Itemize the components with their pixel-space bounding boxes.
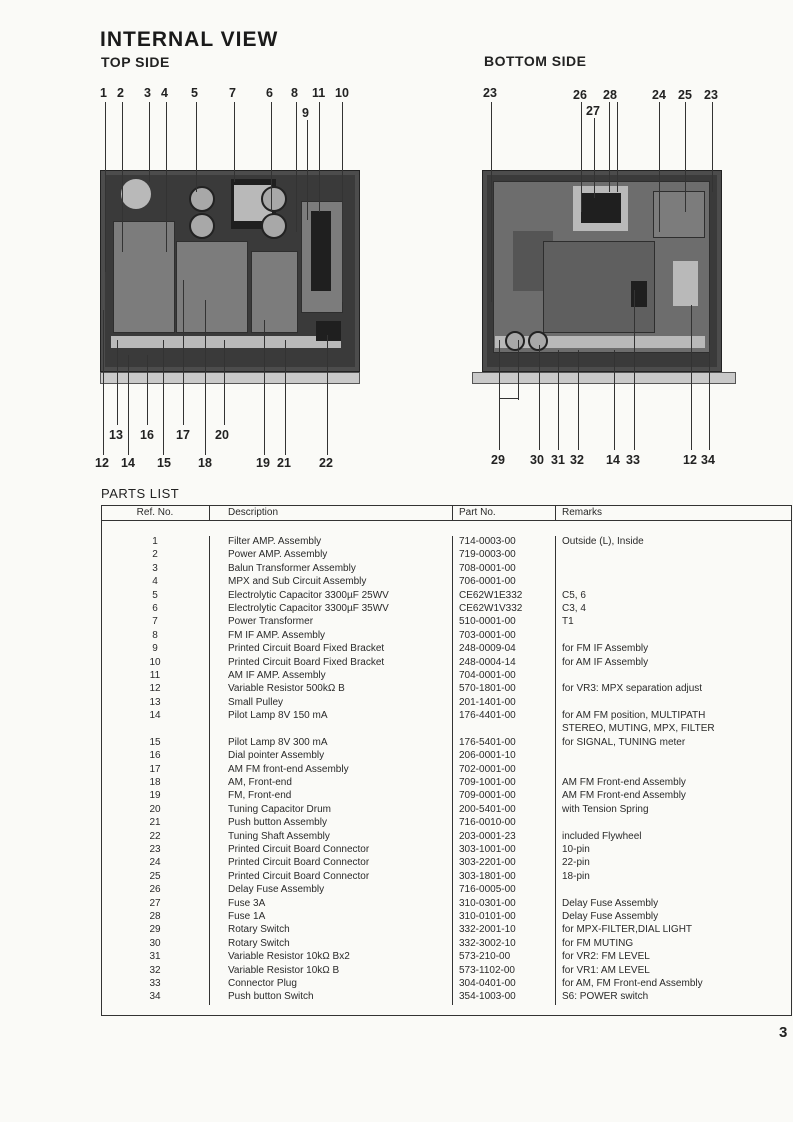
part-no-cell: 304-0401-00 (453, 978, 556, 991)
ref-no-cell: 20 (101, 804, 210, 817)
remarks-cell: 10-pin (562, 843, 590, 855)
description-cell: AM FM front-end Assembly (210, 764, 453, 777)
table-row (101, 898, 792, 911)
callout-label: 24 (652, 88, 666, 102)
remarks-cell (556, 764, 793, 777)
page-number: 3 (779, 1024, 788, 1041)
description-cell: Filter AMP. Assembly (210, 536, 453, 549)
ref-no-cell: 21 (101, 817, 210, 830)
table-row (101, 817, 792, 830)
remarks-cell: AM FM Front-end Assembly (562, 777, 686, 789)
table-row (101, 777, 792, 790)
remarks-cell (556, 750, 793, 763)
table-row (101, 737, 792, 750)
description-cell: AM, Front-end (210, 777, 453, 790)
table-row (101, 697, 792, 710)
remarks-cell: for AM FM position, MULTIPATH (562, 710, 706, 722)
callout-label: 27 (586, 104, 600, 118)
remarks-cell: for SIGNAL, TUNING meter (562, 736, 686, 748)
remarks-cell: for AM, FM Front-end Assembly (562, 977, 703, 989)
part-no-cell: 310-0101-00 (453, 911, 556, 924)
ref-no-cell: 23 (101, 844, 210, 857)
remarks-cell: for MPX-FILTER,DIAL LIGHT (562, 924, 693, 936)
part-no-cell: 303-1001-00 (453, 844, 556, 857)
table-row (101, 670, 792, 683)
top-side-title: TOP SIDE (101, 54, 170, 70)
table-row (101, 643, 792, 656)
callout-label: 7 (229, 86, 236, 100)
remarks-cell: AM FM Front-end Assembly (562, 790, 686, 802)
description-cell: Push button Assembly (210, 817, 453, 830)
remarks-cell: C5, 6 (562, 589, 586, 601)
description-cell: Electrolytic Capacitor 3300µF 25WV (210, 590, 453, 603)
remarks-cell: T1 (562, 616, 574, 628)
table-row (101, 536, 792, 549)
part-no-cell: 709-1001-00 (453, 777, 556, 790)
description-cell: Dial pointer Assembly (210, 750, 453, 763)
description-cell: AM IF AMP. Assembly (210, 670, 453, 683)
table-row (101, 710, 792, 723)
description-cell: FM IF AMP. Assembly (210, 630, 453, 643)
ref-no-cell: 32 (101, 965, 210, 978)
ref-no-cell: 8 (101, 630, 210, 643)
remarks-cell (556, 563, 793, 576)
ref-no-cell: 29 (101, 924, 210, 937)
page-title: INTERNAL VIEW (100, 28, 279, 51)
table-row (101, 750, 792, 763)
part-no-cell: 332-3002-10 (453, 938, 556, 951)
remarks-cell: C3, 4 (562, 602, 586, 614)
ref-no-cell: 12 (101, 683, 210, 696)
description-cell: Tuning Capacitor Drum (210, 804, 453, 817)
ref-no-cell: 31 (101, 951, 210, 964)
description-cell: Electrolytic Capacitor 3300µF 35WV (210, 603, 453, 616)
callout-label: 30 (530, 453, 544, 467)
table-row (101, 657, 792, 670)
remarks-cell (556, 697, 793, 710)
ref-no-cell: 28 (101, 911, 210, 924)
ref-no-cell: 25 (101, 871, 210, 884)
description-cell (210, 723, 453, 736)
table-row (101, 630, 792, 643)
part-no-cell: 206-0001-10 (453, 750, 556, 763)
description-cell: Printed Circuit Board Fixed Bracket (210, 657, 453, 670)
part-no-cell: 303-1801-00 (453, 871, 556, 884)
table-row (101, 764, 792, 777)
table-row (101, 616, 792, 629)
callout-label: 23 (704, 88, 718, 102)
remarks-cell (556, 576, 793, 589)
description-cell: FM, Front-end (210, 790, 453, 803)
callout-label: 13 (109, 428, 123, 442)
description-cell: Push button Switch (210, 991, 453, 1004)
part-no-cell: 176-4401-00 (453, 710, 556, 723)
bottom-side-front-panel (472, 372, 736, 384)
callout-label: 25 (678, 88, 692, 102)
callout-label: 6 (266, 86, 273, 100)
part-no-cell: 303-2201-00 (453, 857, 556, 870)
table-row (101, 549, 792, 562)
callout-label: 11 (312, 86, 326, 100)
table-row (101, 938, 792, 951)
callout-label: 10 (335, 86, 349, 100)
part-no-cell: 573-1102-00 (453, 965, 556, 978)
description-cell: Power AMP. Assembly (210, 549, 453, 562)
callout-label: 9 (302, 106, 309, 120)
part-no-cell: 570-1801-00 (453, 683, 556, 696)
callout-label: 33 (626, 453, 640, 467)
description-cell: Printed Circuit Board Connector (210, 871, 453, 884)
part-no-cell: 706-0001-00 (453, 576, 556, 589)
part-no-cell: CE62W1E332 (453, 590, 556, 603)
remarks-cell: for FM IF Assembly (562, 643, 649, 655)
remarks-cell (556, 630, 793, 643)
table-row (101, 603, 792, 616)
remarks-cell: 22-pin (562, 857, 590, 869)
ref-no-cell: 33 (101, 978, 210, 991)
description-cell: Pilot Lamp 8V 150 mA (210, 710, 453, 723)
remarks-cell: for VR1: AM LEVEL (562, 964, 650, 976)
ref-no-cell: 3 (101, 563, 210, 576)
ref-no-cell: 13 (101, 697, 210, 710)
description-cell: Small Pulley (210, 697, 453, 710)
callout-label: 20 (215, 428, 229, 442)
ref-no-cell: 34 (101, 991, 210, 1004)
table-row (101, 563, 792, 576)
table-row (101, 723, 792, 736)
part-no-cell: 203-0001-23 (453, 831, 556, 844)
table-row (101, 590, 792, 603)
ref-no-cell: 17 (101, 764, 210, 777)
ref-no-cell: 5 (101, 590, 210, 603)
description-cell: Printed Circuit Board Fixed Bracket (210, 643, 453, 656)
callout-label: 29 (491, 453, 505, 467)
callout-label: 14 (121, 456, 135, 470)
ref-no-cell: 10 (101, 657, 210, 670)
callout-label: 14 (606, 453, 620, 467)
remarks-cell (556, 549, 793, 562)
remarks-cell: for VR2: FM LEVEL (562, 951, 650, 963)
table-row (101, 804, 792, 817)
part-no-cell: 176-5401-00 (453, 737, 556, 750)
top-side-photo (100, 170, 360, 372)
description-cell: MPX and Sub Circuit Assembly (210, 576, 453, 589)
ref-no-cell: 27 (101, 898, 210, 911)
remarks-cell: with Tension Spring (562, 803, 649, 815)
part-no-cell: 702-0001-00 (453, 764, 556, 777)
table-row (101, 951, 792, 964)
part-no-cell: 704-0001-00 (453, 670, 556, 683)
column-header: Description (210, 505, 453, 521)
part-no-cell: 709-0001-00 (453, 790, 556, 803)
callout-label: 18 (198, 456, 212, 470)
ref-no-cell: 11 (101, 670, 210, 683)
ref-no-cell: 26 (101, 884, 210, 897)
parts-table (101, 505, 792, 1005)
callout-label: 15 (157, 456, 171, 470)
part-no-cell: 248-0004-14 (453, 657, 556, 670)
table-row (101, 857, 792, 870)
ref-no-cell: 6 (101, 603, 210, 616)
column-header: Remarks (556, 505, 793, 521)
callout-label: 32 (570, 453, 584, 467)
part-no-cell: 200-5401-00 (453, 804, 556, 817)
remarks-cell (556, 817, 793, 830)
ref-no-cell: 22 (101, 831, 210, 844)
table-row (101, 831, 792, 844)
description-cell: Balun Transformer Assembly (210, 563, 453, 576)
table-row (101, 683, 792, 696)
description-cell: Power Transformer (210, 616, 453, 629)
description-cell: Printed Circuit Board Connector (210, 857, 453, 870)
ref-no-cell: 2 (101, 549, 210, 562)
part-no-cell: 201-1401-00 (453, 697, 556, 710)
part-no-cell: 719-0003-00 (453, 549, 556, 562)
ref-no-cell: 7 (101, 616, 210, 629)
ref-no-cell: 24 (101, 857, 210, 870)
description-cell: Tuning Shaft Assembly (210, 831, 453, 844)
callout-label: 21 (277, 456, 291, 470)
remarks-cell (556, 670, 793, 683)
description-cell: Printed Circuit Board Connector (210, 844, 453, 857)
callout-label: 19 (256, 456, 270, 470)
callout-label: 22 (319, 456, 333, 470)
ref-no-cell: 15 (101, 737, 210, 750)
ref-no-cell: 4 (101, 576, 210, 589)
ref-no-cell: 16 (101, 750, 210, 763)
remarks-cell: 18-pin (562, 870, 590, 882)
callout-label: 5 (191, 86, 198, 100)
remarks-cell: STEREO, MUTING, MPX, FILTER (562, 723, 715, 735)
callout-label: 8 (291, 86, 298, 100)
part-no-cell: 248-0009-04 (453, 643, 556, 656)
callout-label: 12 (95, 456, 109, 470)
description-cell: Connector Plug (210, 978, 453, 991)
table-row (101, 911, 792, 924)
callout-label: 17 (176, 428, 190, 442)
column-header: Part No. (453, 505, 556, 521)
callout-label: 28 (603, 88, 617, 102)
remarks-cell: Delay Fuse Assembly (562, 897, 659, 909)
callout-label: 31 (551, 453, 565, 467)
table-row (101, 884, 792, 897)
table-row (101, 991, 792, 1004)
callout-label: 26 (573, 88, 587, 102)
ref-no-cell: 18 (101, 777, 210, 790)
callout-label: 12 (683, 453, 697, 467)
description-cell: Variable Resistor 10kΩ B (210, 965, 453, 978)
part-no-cell: 510-0001-00 (453, 616, 556, 629)
description-cell: Variable Resistor 500kΩ B (210, 683, 453, 696)
part-no-cell: 714-0003-00 (453, 536, 556, 549)
bottom-side-title: BOTTOM SIDE (484, 53, 587, 69)
table-header-row (101, 505, 792, 521)
table-row (101, 576, 792, 589)
description-cell: Rotary Switch (210, 938, 453, 951)
description-cell: Variable Resistor 10kΩ Bx2 (210, 951, 453, 964)
ref-no-cell: 1 (101, 536, 210, 549)
callout-label: 3 (144, 86, 151, 100)
part-no-cell: 310-0301-00 (453, 898, 556, 911)
ref-no-cell: 14 (101, 710, 210, 723)
description-cell: Delay Fuse Assembly (210, 884, 453, 897)
callout-label: 16 (140, 428, 154, 442)
part-no-cell: CE62W1V332 (453, 603, 556, 616)
part-no-cell: 354-1003-00 (453, 991, 556, 1004)
description-cell: Pilot Lamp 8V 300 mA (210, 737, 453, 750)
part-no-cell: 716-0005-00 (453, 884, 556, 897)
table-row (101, 965, 792, 978)
table-row (101, 871, 792, 884)
remarks-cell: for FM MUTING (562, 937, 634, 949)
table-row (101, 790, 792, 803)
ref-no-cell: 30 (101, 938, 210, 951)
callout-label: 23 (483, 86, 497, 100)
remarks-cell: for VR3: MPX separation adjust (562, 683, 703, 695)
remarks-cell (556, 884, 793, 897)
part-no-cell: 332-2001-10 (453, 924, 556, 937)
part-no-cell: 708-0001-00 (453, 563, 556, 576)
callout-label: 4 (161, 86, 168, 100)
callout-label: 2 (117, 86, 124, 100)
callout-label: 1 (100, 86, 107, 100)
remarks-cell: Delay Fuse Assembly (562, 910, 659, 922)
parts-list-title: PARTS LIST (101, 486, 180, 501)
description-cell: Fuse 3A (210, 898, 453, 911)
remarks-cell: for AM IF Assembly (562, 656, 649, 668)
part-no-cell: 703-0001-00 (453, 630, 556, 643)
part-no-cell: 573-210-00 (453, 951, 556, 964)
parts-table-body (101, 521, 792, 1005)
remarks-cell: included Flywheel (562, 830, 642, 842)
part-no-cell: 716-0010-00 (453, 817, 556, 830)
description-cell: Fuse 1A (210, 911, 453, 924)
ref-no-cell (101, 723, 210, 736)
description-cell: Rotary Switch (210, 924, 453, 937)
table-row (101, 924, 792, 937)
column-header: Ref. No. (101, 505, 210, 521)
remarks-cell: Outside (L), Inside (562, 536, 644, 547)
top-side-front-panel (100, 372, 360, 384)
callout-label: 34 (701, 453, 715, 467)
table-row (101, 844, 792, 857)
ref-no-cell: 19 (101, 790, 210, 803)
table-row (101, 978, 792, 991)
remarks-cell: S6: POWER switch (562, 991, 649, 1003)
ref-no-cell: 9 (101, 643, 210, 656)
part-no-cell (453, 723, 556, 736)
